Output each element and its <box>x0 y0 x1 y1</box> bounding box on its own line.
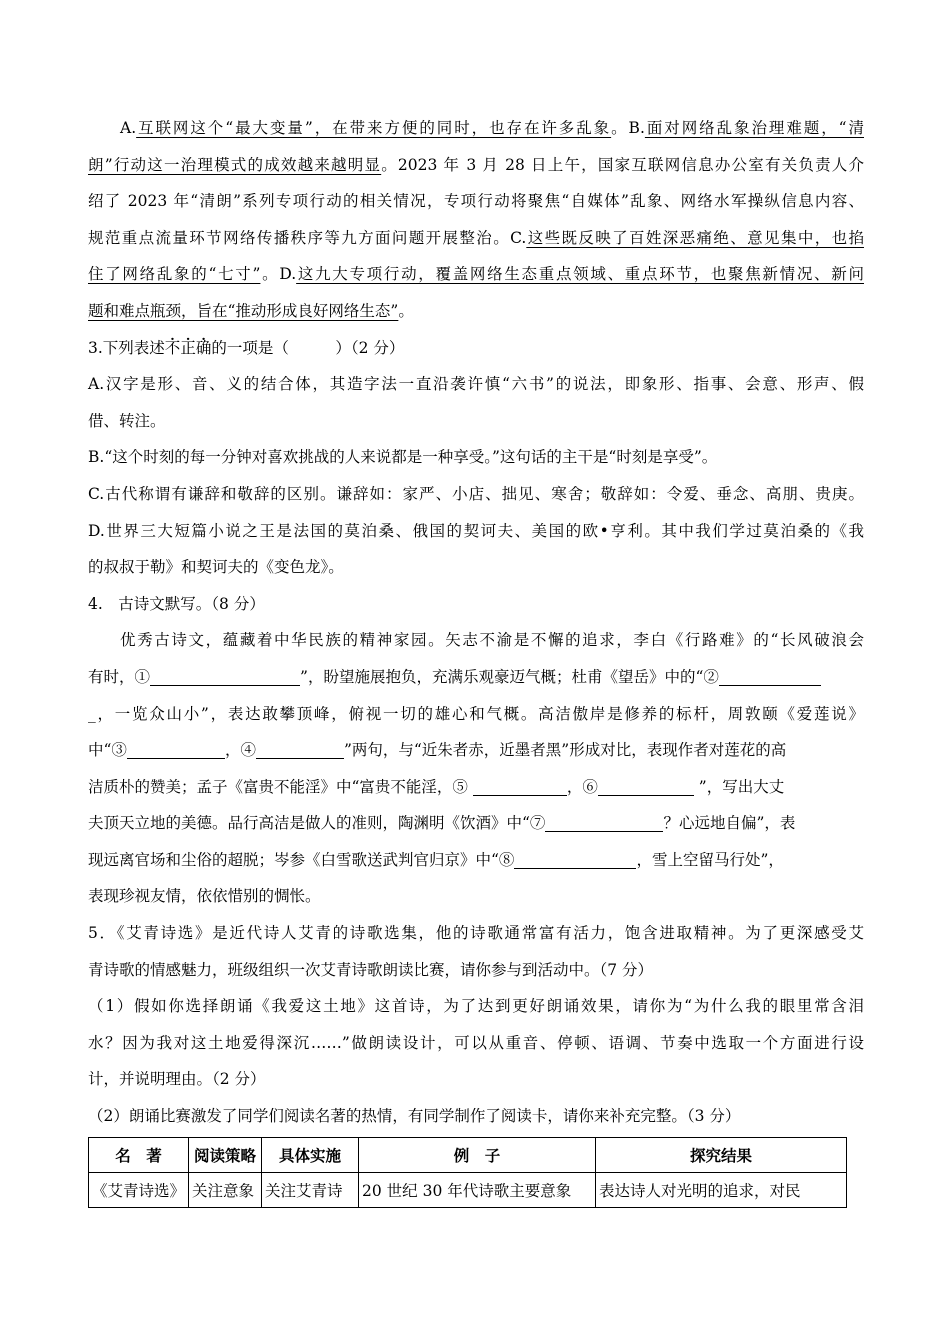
option-b: B.“这个时刻的每一分钟对喜欢挑战的人来说都是一种享受。”这句话的主干是“时刻是享受”。 <box>88 448 718 467</box>
poem-line: 夫顶天立地的美德。品行高洁是做人的准则，陶渊明《饮酒》中“⑦ ？心远地自偏”，表 <box>88 814 796 833</box>
option-a: A.汉字是形、音、义的结合体，其造字法一直沿袭许慎“六书”的说法，即象形、指事、会意、形声、假 <box>88 375 864 394</box>
answer-blank-7[interactable] <box>545 813 663 832</box>
poem-line: 表现珍视友情，依依惜别的惆怅。 <box>88 887 321 906</box>
table-header: 阅读策略 <box>189 1137 262 1172</box>
question-5 <box>88 915 864 1208</box>
table-cell: 20 世纪 30 年代诗歌主要意象 <box>359 1172 596 1207</box>
exam-page <box>88 110 864 1208</box>
subquestion-1: 计，并说明理由。（2 分） <box>88 1070 266 1089</box>
reading-card-table <box>88 1137 847 1208</box>
subquestion-1: 水？因为我对这土地爱得深沉……”做朗读设计，可以从重音、停顿、语调、节奏中选取一个方面进行设 <box>88 1033 864 1052</box>
option-c-underlined: 住了网络乱象的“七寸” <box>88 265 261 284</box>
subquestion-2: （2）朗诵比赛激发了同学们阅读名著的热情，有同学制作了阅读卡，请你来补充完整。（3 分） <box>88 1107 741 1126</box>
table-header: 探究结果 <box>596 1137 847 1172</box>
answer-blank-6[interactable] <box>598 777 694 796</box>
table-header: 例 子 <box>359 1137 596 1172</box>
passage-line: 题和难点瓶颈，旨在“推动形成良好网络生态”。 <box>88 301 414 320</box>
option-b-underlined: 面对网络乱象治理难题，“清 <box>644 119 864 137</box>
poem-line: 中“③ ，④ ”两句，与“近朱者赤，近墨者黑”形成对比，表现作者对莲花的高 <box>88 741 787 760</box>
answer-blank-1[interactable] <box>150 667 300 686</box>
answer-blank-2[interactable] <box>719 667 821 686</box>
option-a-cont: 借、转注。 <box>88 411 166 430</box>
passage-2 <box>88 110 864 330</box>
question-intro: 5．《艾青诗选》是近代诗人艾青的诗歌选集，他的诗歌通常富有活力，饱含进取精神。为了更深感受艾 <box>88 924 864 943</box>
passage-line: 规范重点流量环节网络传播秩序等九方面问题开展整治。C.这些既反映了百姓深恶痛绝、意见集中，也掐 <box>88 228 864 247</box>
poem-line: 现远离官场和尘俗的超脱；岑参《白雪歌送武判官归京》中“⑧ ，雪上空留马行处”， <box>88 850 784 869</box>
option-b-underlined: 朗”行动这一治理模式的成效越来越明显 <box>88 155 382 174</box>
poem-line: 洁质朴的赞美；孟子《富贵不能淫》中“富贵不能淫，⑤ ，⑥ ”，写出大丈 <box>88 777 785 796</box>
question-intro: 青诗歌的情感魅力，班级组织一次艾青诗歌朗读比赛，请你参与到活动中。（7 分） <box>88 960 654 979</box>
table-cell: 关注意象 <box>189 1172 262 1207</box>
passage-line: A.互联网这个“最大变量”，在带来方便的同时，也存在许多乱象。B.面对网络乱象治理难题，“清 <box>120 119 864 137</box>
option-d-underlined: 题和难点瓶颈，旨在“推动形成良好网络生态” <box>88 301 399 320</box>
option-d-underlined: 这九大专项行动，覆盖网络生态重点领域、重点环节，也聚焦新情况、新问 <box>296 265 864 284</box>
question-3 <box>88 330 864 586</box>
question-stem: 3.下列表述不正确的一项是（ ）（2 分） <box>88 338 405 357</box>
option-a-underlined: 互联网这个“最大变量”，在带来方便的同时，也存在许多乱象 <box>136 119 612 137</box>
passage-line: 住了网络乱象的“七寸”。D.这九大专项行动，覆盖网络生态重点领域、重点环节，也聚焦新情况、新问 <box>88 265 864 284</box>
poem-line: 优秀古诗文，蕴藏着中华民族的精神家园。矢志不渝是不懈的追求，李白《行路难》的“长风破浪会 <box>120 631 864 650</box>
subquestion-1: （1）假如你选择朗诵《我爱这土地》这首诗，为了达到更好朗诵效果，请你为“为什么我的眼里常含泪 <box>88 997 864 1016</box>
option-c-underlined: 这些既反映了百姓深恶痛绝、意见集中，也掐 <box>526 228 864 247</box>
passage-line: 绍了 2023 年“清朗”系列专项行动的相关情况，专项行动将聚焦“自媒体”乱象、网络水军操纵信息内容、 <box>88 192 864 211</box>
table-cell: 关注艾青诗 <box>262 1172 359 1207</box>
poem-line: 有时，① ”，盼望施展抱负，充满乐观豪迈气概；杜甫《望岳》中的“② <box>88 659 864 696</box>
option-c: C.古代称谓有谦辞和敬辞的区别。谦辞如：家严、小店、拙见、寒舍；敬辞如：令爱、垂念、高朋、贵庚。 <box>88 484 864 503</box>
table-header-row <box>89 1137 847 1172</box>
poem-line: _，一览众山小”，表达敢攀顶峰，俯视一切的雄心和气概。高洁傲岸是修养的标杆，周敦颐《爱莲说》 <box>88 704 864 723</box>
table-header: 具体实施 <box>262 1137 359 1172</box>
table-header: 名 著 <box>89 1137 189 1172</box>
answer-blank-3[interactable] <box>127 740 225 759</box>
passage-line: 朗”行动这一治理模式的成效越来越明显。2023 年 3 月 28 日上午，国家互联网信息办公室有关负责人介 <box>88 155 864 174</box>
option-d-cont: 的叔叔于勒》和契诃夫的《变色龙》。 <box>88 558 344 577</box>
table-cell: 表达诗人对光明的追求，对民 <box>596 1172 847 1207</box>
answer-blank-4[interactable] <box>256 740 344 759</box>
answer-blank-8[interactable] <box>514 850 636 869</box>
emphasis-dot-char: 确 <box>195 338 212 357</box>
table-cell: 《艾青诗选》 <box>89 1172 189 1207</box>
emphasis-dot-char: 不 <box>164 338 181 357</box>
answer-blank-5[interactable] <box>473 777 567 796</box>
option-d: D.世界三大短篇小说之王是法国的莫泊桑、俄国的契诃夫、美国的欧•亨利。其中我们学过莫泊桑的《我 <box>88 521 864 540</box>
question-title: 4. 古诗文默写。（8 分） <box>88 594 265 613</box>
emphasis-dot-char: 正 <box>180 338 196 357</box>
table-row <box>89 1172 847 1207</box>
question-4 <box>88 586 864 915</box>
